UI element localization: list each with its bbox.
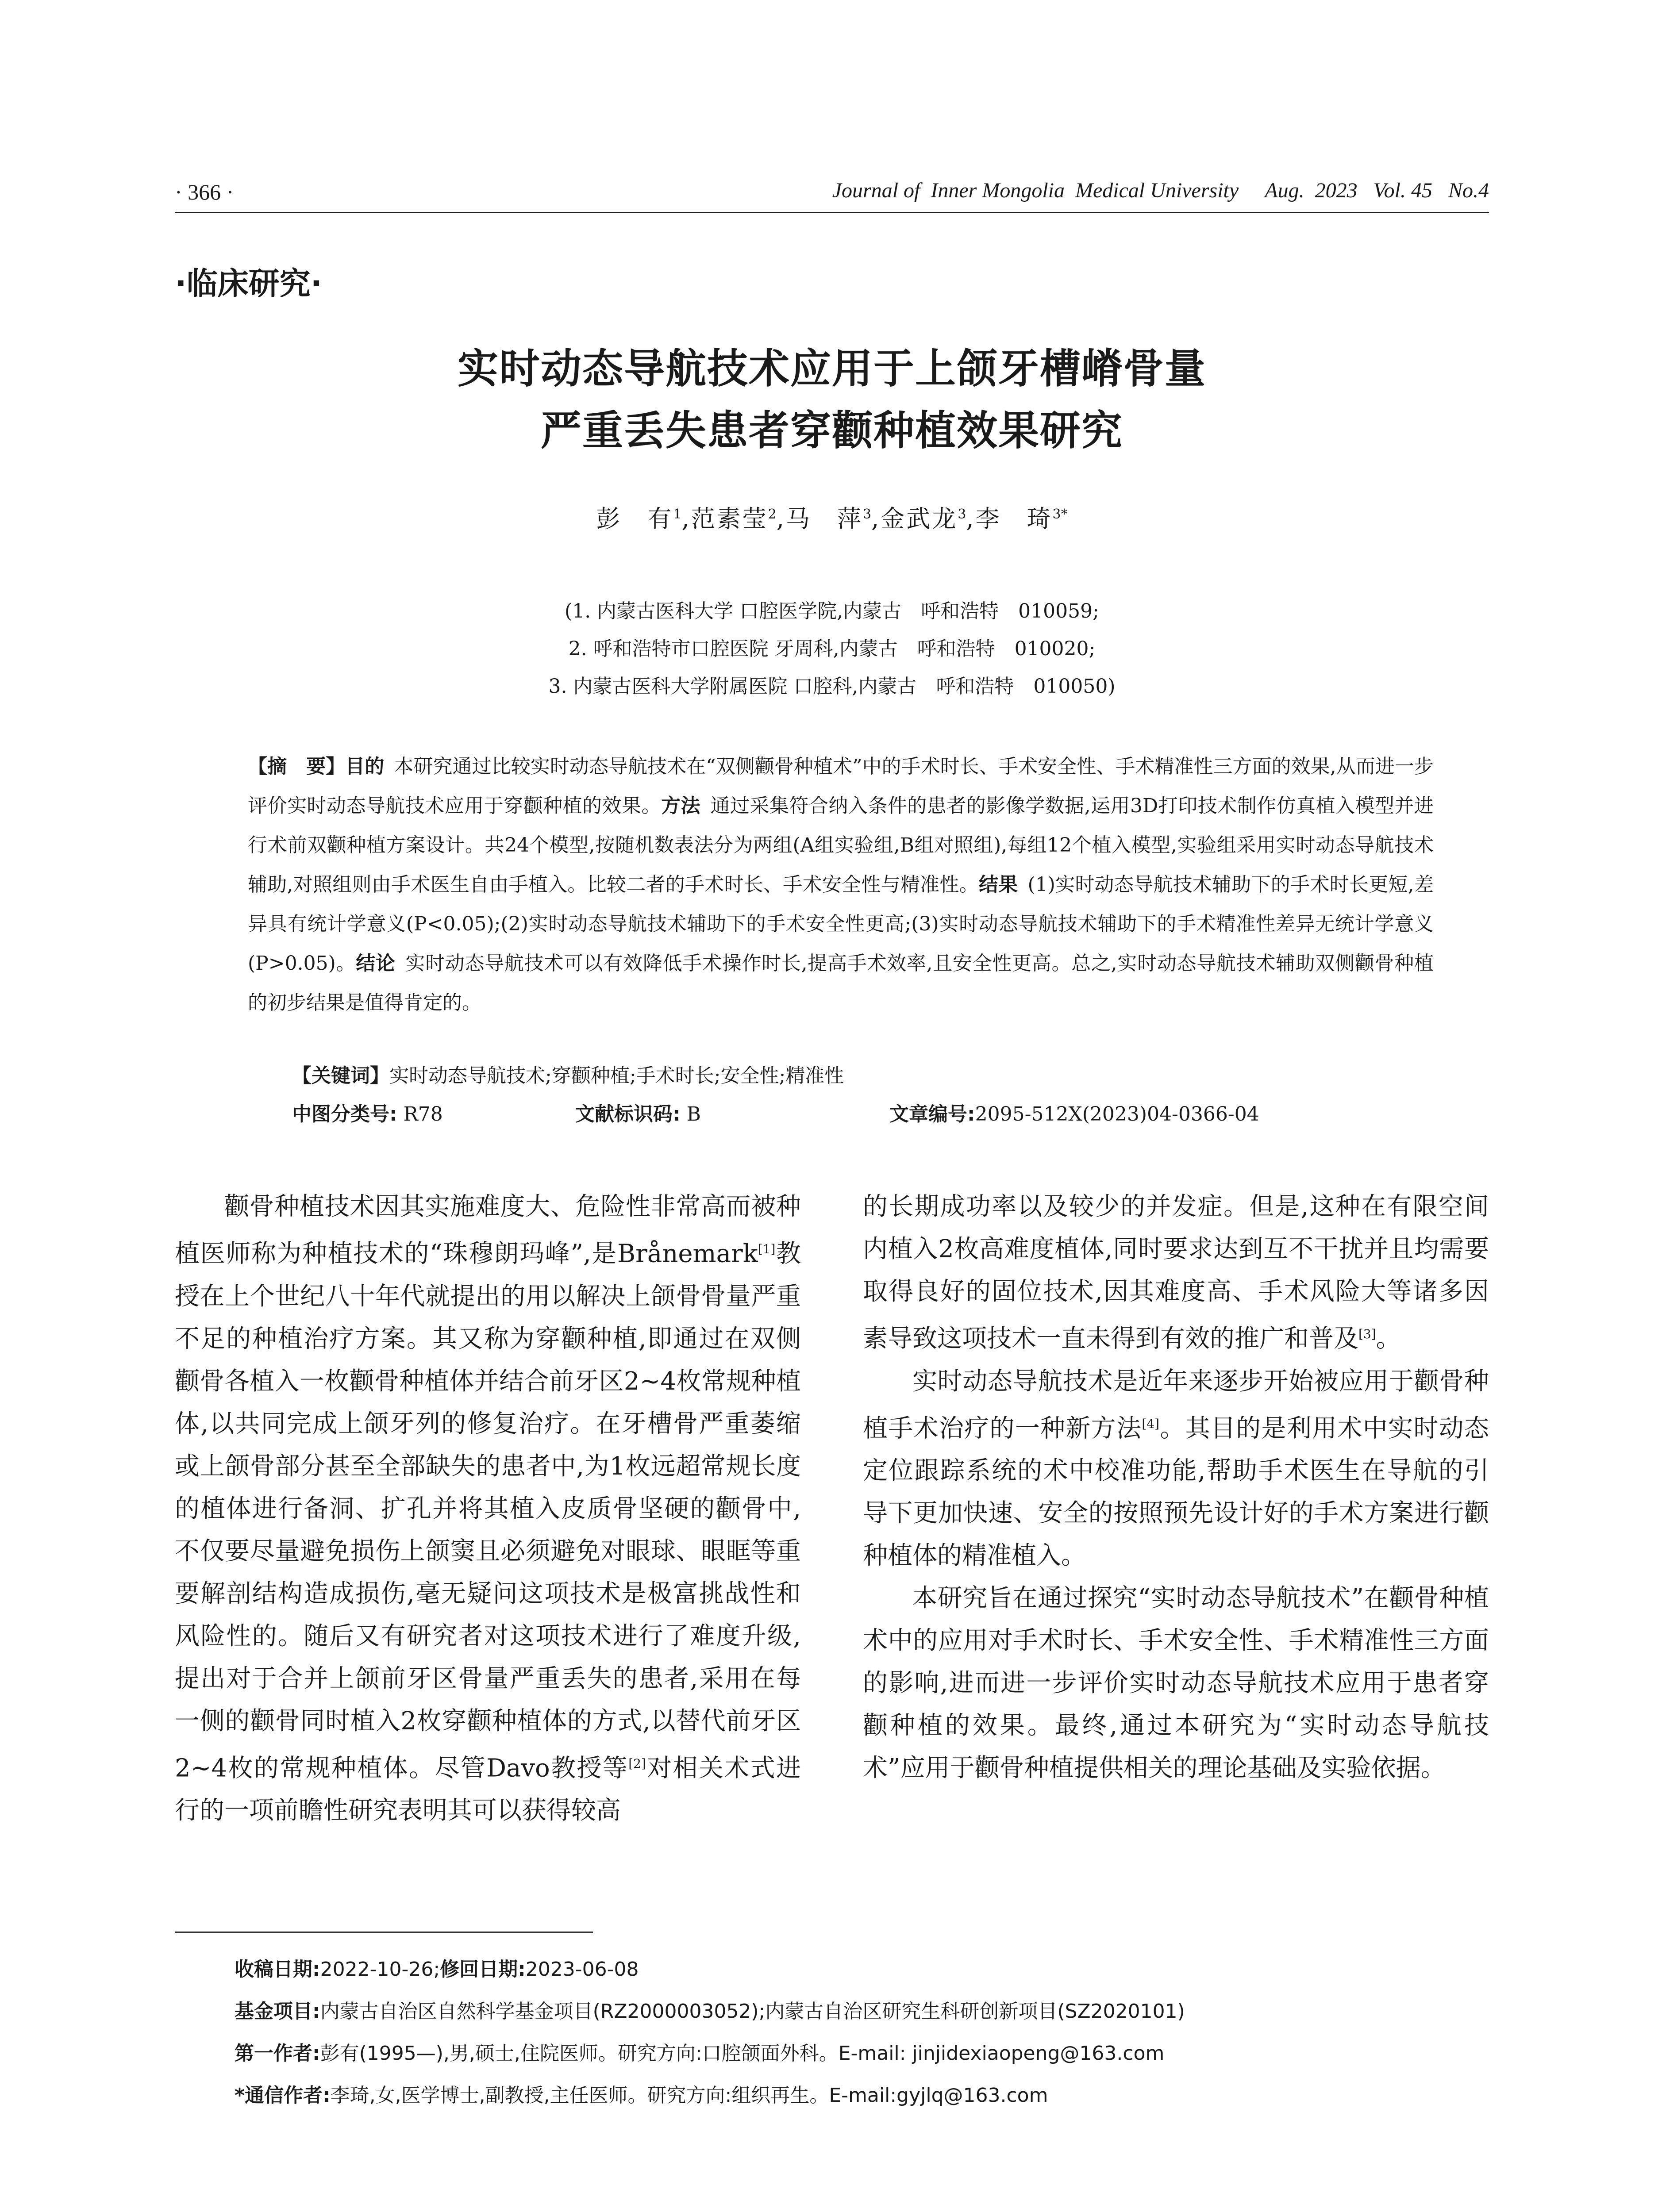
keywords-text: 实时动态导航技术;穿颧种植;手术时长;安全性;精准性 <box>389 1064 844 1087</box>
body-left-column <box>175 1186 801 1832</box>
author-sup: 3 <box>862 507 872 522</box>
author-name: 彭 有 <box>596 505 673 533</box>
footnote-divider <box>175 1932 593 1933</box>
body-paragraph: 本研究旨在通过探究“实时动态导航技术”在颧骨种植术中的应用对手术时长、手术安全性、手术精准性三方面的影响,进而进一步评价实时动态导航技术应用于患者穿颧种植的效果。最终,通过本研究为“实时动态导航技术”应用于颧骨种植提供相关的理论基础及实验依据。 <box>863 1584 1489 1783</box>
document-code <box>575 1098 701 1126</box>
title-line-1: 实时动态导航技术应用于上颌牙槽嵴骨量 <box>457 345 1206 392</box>
abstract <box>248 747 1434 1022</box>
revised-date: 2023-06-08 <box>525 1958 639 1981</box>
clc-label: 中图分类号: <box>292 1103 397 1125</box>
methods-label: 方法 <box>661 795 701 817</box>
body-text: 。 <box>1376 1324 1401 1353</box>
body-paragraph <box>863 1186 1489 1360</box>
author-sup: 3* <box>1052 507 1068 522</box>
article-value: 2095-512X(2023)04-0366-04 <box>975 1103 1259 1125</box>
author-name: 马 萍 <box>785 505 863 533</box>
footnote-fund <box>235 1995 1185 2024</box>
fund-label: 基金项目: <box>235 2000 320 2023</box>
doc-value: B <box>686 1103 701 1125</box>
results-text: (1)实时动态导航技术辅助下的手术时长更短,差异具有统计学意义(P<0.05);(2)实时动态导航技术辅助下的手术安全性更高;(3)实时动态导航技术辅助下的手术精准性差异无统计学意义(P>0.05)。 <box>248 873 1434 975</box>
objective-label: 目的 <box>345 755 385 778</box>
first-author-label: 第一作者: <box>235 2042 320 2065</box>
first-author-text: 彭有(1995—),男,硕士,住院医师。研究方向:口腔颌面外科。E-mail: jinjidexiaopeng@163.com <box>320 2042 1165 2065</box>
results-label: 结果 <box>978 873 1018 896</box>
footnote-first-author <box>235 2037 1164 2066</box>
article-number <box>889 1098 1259 1126</box>
keywords <box>292 1060 844 1088</box>
footnote-dates <box>235 1953 639 1982</box>
footnote-corresponding <box>235 2079 1048 2108</box>
methods-text: 通过采集符合纳入条件的患者的影像学数据,运用3D打印技术制作仿真植入模型并进行术前双颧种植方案设计。共24个模型,按随机数表法分为两组(A组实验组,B组对照组),每组12个植入模型,实验组采用实时动态导航技术辅助,对照组则由手术医生自由手植入。比较二者的手术时长、手术安全性与精准性。 <box>248 795 1434 896</box>
clc-number <box>292 1098 443 1126</box>
author-name: 金武龙 <box>881 505 958 533</box>
article-label: 文章编号: <box>889 1103 975 1125</box>
affiliation-1: (1. 内蒙古医科大学 口腔医学院,内蒙古 呼和浩特 010059; <box>565 600 1099 622</box>
citation: [2] <box>628 1756 646 1771</box>
body-paragraph <box>863 1360 1489 1578</box>
author-name: 范素莹 <box>691 505 768 533</box>
citation: [3] <box>1358 1327 1376 1341</box>
author-sup: 3 <box>958 507 966 522</box>
body-paragraph <box>175 1186 801 1832</box>
corresponding-label: *通信作者: <box>235 2084 331 2107</box>
affiliation-2: 2. 呼和浩特市口腔医院 牙周科,内蒙古 呼和浩特 010020; <box>568 637 1096 660</box>
body-text: 。其目的是利用术中实时动态定位跟踪系统的术中校准功能,帮助手术医生在导航的引导下更加快速、安全的按照预先设计好的手术方案进行颧种植体的精准植入。 <box>863 1414 1489 1571</box>
doc-label: 文献标识码: <box>575 1103 681 1125</box>
author-sup: 1 <box>673 507 682 522</box>
citation: [1] <box>758 1242 776 1256</box>
body-text: 的长期成功率以及较少的并发症。但是,这种在有限空间内植入2枚高难度植体,同时要求达到互不干扰并且均需要取得良好的固位技术,因其难度高、手术风险大等诸多因素导致这项技术一直未得到有效的推广和普及 <box>863 1192 1489 1353</box>
author-list: 彭 有$^1$,范素莹$^2$,马 萍$^3$,金武龙$^3$,李 琦$^{3*}$ <box>596 505 1068 533</box>
revised-label: 修回日期: <box>440 1958 526 1981</box>
affiliation-3: 3. 内蒙古医科大学附属医院 口腔科,内蒙古 呼和浩特 010050) <box>548 675 1116 698</box>
keywords-label: 【关键词】 <box>292 1064 389 1087</box>
title-line-2: 严重丢失患者穿颧种植效果研究 <box>540 407 1123 454</box>
body-text: 颧骨种植技术因其实施难度大、危险性非常高而被种植医师称为种植技术的“珠穆朗玛峰”,是Brånemark <box>175 1192 801 1268</box>
body-text: 教授在上个世纪八十年代就提出的用以解决上颌骨骨量严重不足的种植治疗方案。其又称为穿颧种植,即通过在双侧颧骨各植入一枚颧骨种植体并结合前牙区2~4枚常规种植体,以共同完成上颌牙列的修复治疗。在牙槽骨严重萎缩或上颌骨部分甚至全部缺失的患者中,为1枚远超常规长度的植体进行备洞、扩孔并将其植入皮质骨坚硬的颧骨中,不仅要尽量避免损伤上颌窦且必须避免对眼球、眼眶等重要解剖结构造成损伤,毫无疑问这项技术是极富挑战性和风险性的。随后又有研究者对这项技术进行了难度升级,提出对于合并上颌前牙区骨量严重丢失的患者,采用在每一侧的颧骨同时植入2枚穿颧种植体的方式,以替代前牙区2~4枚的常规种植体。尽管Davo教授等 <box>175 1239 801 1783</box>
section-label: ·临床研究· <box>175 265 323 302</box>
journal-citation: Journal of Inner Mongolia Medical University Aug. 2023 Vol. 45 No.4 <box>832 179 1489 202</box>
citation: [4] <box>1142 1416 1160 1431</box>
received-date: 2022-10-26; <box>320 1958 440 1981</box>
author-sup: 2 <box>768 507 777 522</box>
received-label: 收稿日期: <box>235 1958 320 1981</box>
author-name: 李 琦 <box>975 505 1053 533</box>
running-header <box>175 175 1489 213</box>
body-right-column <box>863 1186 1489 1790</box>
clc-value: R78 <box>403 1103 443 1125</box>
page-number: · 366 · <box>175 180 234 204</box>
conclusion-text: 实时动态导航技术可以有效降低手术操作时长,提高手术效率,且安全性更高。总之,实时动态导航技术辅助双侧颧骨种植的初步结果是值得肯定的。 <box>248 952 1434 1014</box>
objective-text: 本研究通过比较实时动态导航技术在“双侧颧骨种植术”中的手术时长、手术安全性、手术精准性三方面的效果,从而进一步评价实时动态导航技术应用于穿颧种植的效果。 <box>248 755 1434 817</box>
fund-text: 内蒙古自治区自然科学基金项目(RZ2000003052);内蒙古自治区研究生科研创新项目(SZ2020101) <box>320 2000 1185 2023</box>
conclusion-label: 结论 <box>356 952 396 975</box>
body-text: 实时动态导航技术是近年来逐步开始被应用于颧骨种植手术治疗的一种新方法 <box>863 1367 1489 1443</box>
abstract-label: 【摘 要】 <box>248 755 346 778</box>
corresponding-text: 李琦,女,医学博士,副教授,主任医师。研究方向:组织再生。E-mail:gyjlq@163.com <box>330 2084 1048 2107</box>
body-text: 对相关术式进行的一项前瞻性研究表明其可以获得较高 <box>175 1754 801 1825</box>
